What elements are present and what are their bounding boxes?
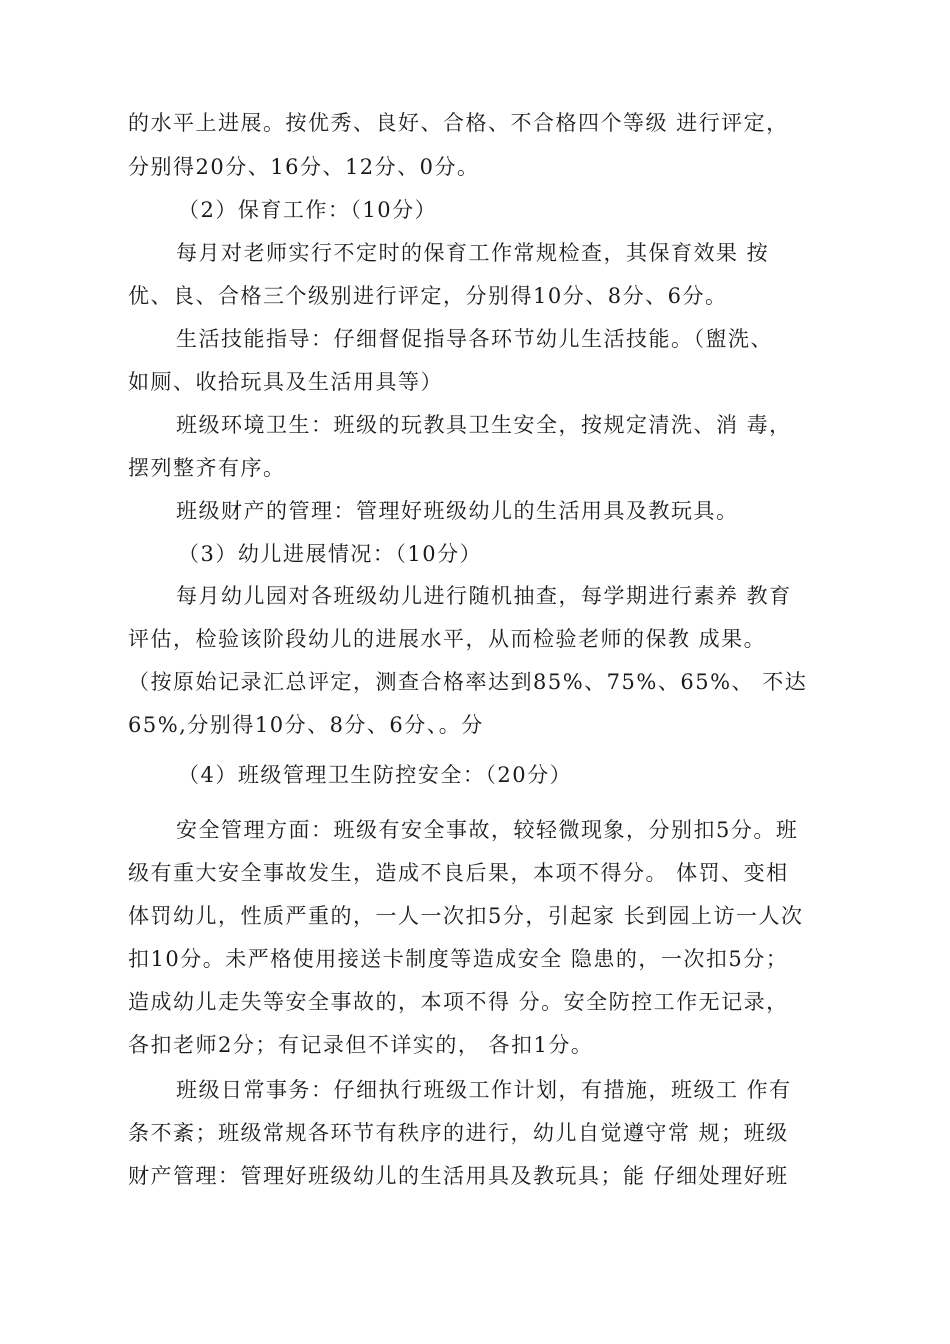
text-line: 每月对老师实行不定时的保育工作常规检查，其保育效果 按 bbox=[176, 241, 770, 265]
text-line: 分别得20分、16分、12分、0分。 bbox=[128, 155, 480, 179]
text-line: 每月幼儿园对各班级幼儿进行随机抽查，每学期进行素养 教育 bbox=[176, 584, 792, 608]
text-line: 的水平上进展。按优秀、良好、合格、不合格四个等级 进行评定， bbox=[128, 111, 789, 135]
text-line: 65%,分别得10分、8分、6分、。分 bbox=[128, 713, 484, 737]
text-line: 造成幼儿走失等安全事故的，本项不得 分。安全防控工作无记录， bbox=[128, 990, 789, 1014]
text-line: 体罚幼儿，性质严重的，一人一次扣5分，引起家 长到园上访一人次 bbox=[128, 904, 804, 928]
text-line: 级有重大安全事故发生，造成不良后果，本项不得分。 体罚、变相 bbox=[128, 861, 789, 885]
section-heading: （3）幼儿进展情况：（10分） bbox=[178, 542, 483, 566]
text-line: 生活技能指导：仔细督促指导各环节幼儿生活技能。（盥洗、 bbox=[176, 327, 773, 351]
text-line: （按原始记录汇总评定，测查合格率达到85%、75%、65%、 不达 bbox=[128, 670, 808, 694]
text-line: 如厕、收拾玩具及生活用具等） bbox=[128, 370, 443, 394]
text-line: 扣10分。未严格使用接送卡制度等造成安全 隐患的，一次扣5分； bbox=[128, 947, 789, 971]
section-heading: （2）保育工作：（10分） bbox=[178, 198, 438, 222]
text-line: 安全管理方面：班级有安全事故，较轻微现象，分别扣5分。班 bbox=[176, 818, 799, 842]
text-line: 财产管理：管理好班级幼儿的生活用具及教玩具；能 仔细处理好班 bbox=[128, 1164, 789, 1188]
text-line: 优、良、合格三个级别进行评定，分别得10分、8分、6分。 bbox=[128, 284, 728, 308]
text-line: 条不紊；班级常规各环节有秩序的进行，幼儿自觉遵守常 规；班级 bbox=[128, 1121, 789, 1145]
text-line: 评估，检验该阶段幼儿的进展水平，从而检验老师的保教 成果。 bbox=[128, 627, 767, 651]
text-line: 各扣老师2分；有记录但不详实的， 各扣1分。 bbox=[128, 1033, 594, 1057]
text-line: 班级日常事务：仔细执行班级工作计划，有措施，班级工 作有 bbox=[176, 1078, 792, 1102]
text-line: 班级环境卫生：班级的玩教具卫生安全，按规定清洗、消 毒， bbox=[176, 413, 792, 437]
text-line: 班级财产的管理：管理好班级幼儿的生活用具及教玩具。 bbox=[176, 499, 739, 523]
text-line: 摆列整齐有序。 bbox=[128, 456, 286, 480]
section-heading: （4）班级管理卫生防控安全：（20分） bbox=[178, 763, 573, 787]
